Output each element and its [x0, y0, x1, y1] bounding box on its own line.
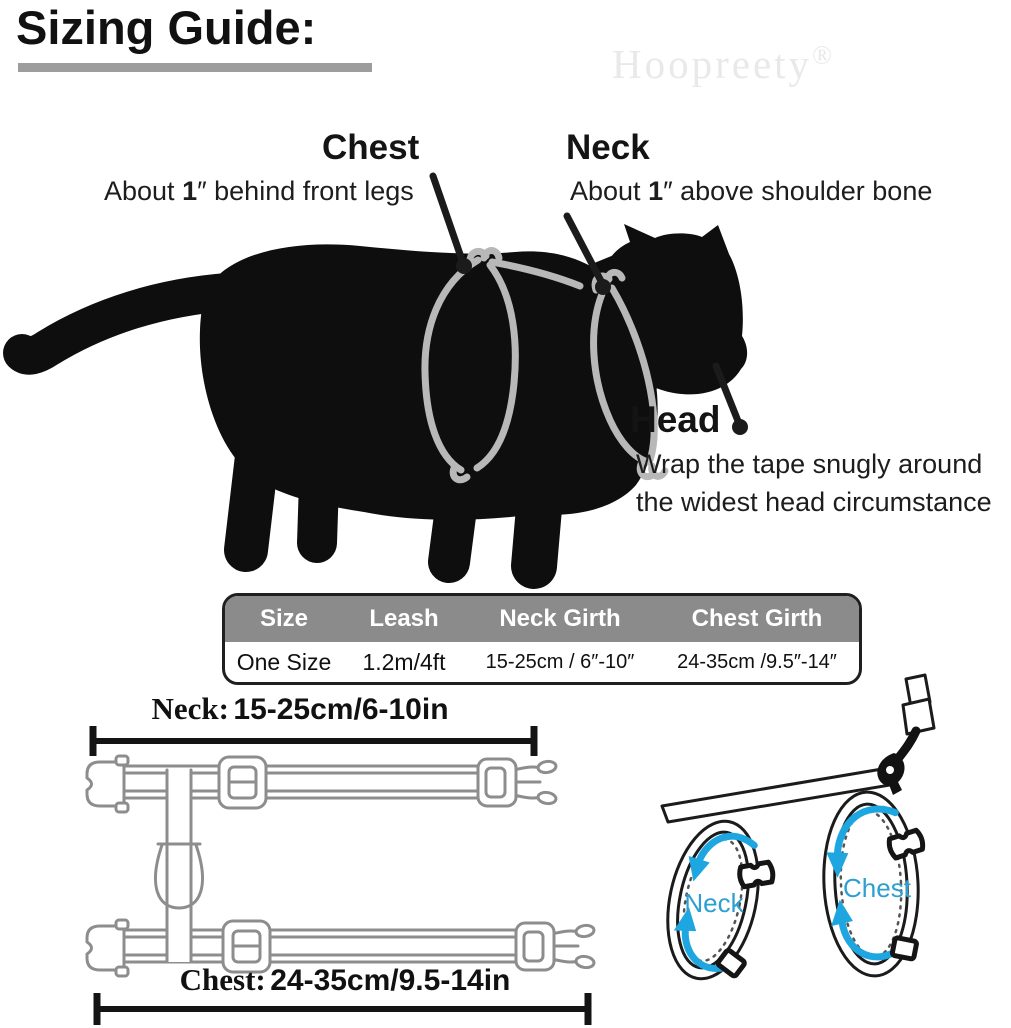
size-table-cell-chest-girth: 24-35cm /9.5″-14″: [677, 650, 837, 673]
leash-strap: [897, 675, 934, 760]
page-title: Sizing Guide:: [16, 1, 317, 54]
neck-strap-clasp: [478, 759, 557, 806]
size-table: [222, 593, 862, 685]
brand-name: Hoopreety: [612, 41, 813, 87]
neck-strap-slider: [219, 757, 266, 808]
size-table-header-chest-girth: Chest Girth: [655, 596, 859, 642]
head-annotation-desc-line2: the widest head circumstance: [636, 487, 992, 517]
chest-annotation-heading: Chest: [322, 128, 420, 167]
size-table-header-leash: Leash: [343, 596, 465, 642]
assembled-harness: [654, 675, 934, 990]
size-table-row: [225, 642, 859, 682]
neck-annotation-heading: Neck: [566, 128, 650, 167]
neck-loop-clip-top: [738, 862, 774, 887]
head-annotation-desc-line1: Wrap the tape snugly around: [636, 449, 983, 479]
neck-strap-buckle: [87, 756, 128, 812]
chest-annotation-desc: About 1″ behind front legs: [104, 176, 414, 206]
brand-watermark: [612, 40, 832, 88]
neck-strap: [87, 756, 557, 812]
neck-measure-line: [93, 726, 534, 756]
cat-tail: [22, 292, 228, 356]
leash-snap-hook: [877, 753, 904, 795]
neck-strap-measure-label: Neck: 15-25cm/6-10in: [151, 691, 449, 726]
chest-loop-label: Chest: [843, 873, 911, 903]
size-table-cell-leash: 1.2m/4ft: [362, 648, 446, 675]
size-table-cell-size: One Size: [236, 648, 332, 675]
chest-strap-measure-label: Chest: 24-35cm/9.5-14in: [179, 962, 511, 997]
neck-loop-label: Neck: [684, 888, 744, 918]
title-underline: [18, 63, 372, 72]
size-table-cell-neck-girth: 15-25cm / 6″-10″: [485, 650, 635, 673]
registered-mark: ®: [812, 40, 832, 70]
size-table-header-size: Size: [225, 596, 343, 642]
chest-strap-buckle: [87, 920, 128, 976]
chest-loop-clip-bottom: [892, 937, 917, 959]
neck-annotation-desc: About 1″ above shoulder bone: [570, 176, 933, 206]
head-annotation-heading: Head: [630, 399, 721, 440]
size-table-header-neck-girth: Neck Girth: [465, 596, 655, 642]
size-table-header-row: [225, 596, 859, 642]
